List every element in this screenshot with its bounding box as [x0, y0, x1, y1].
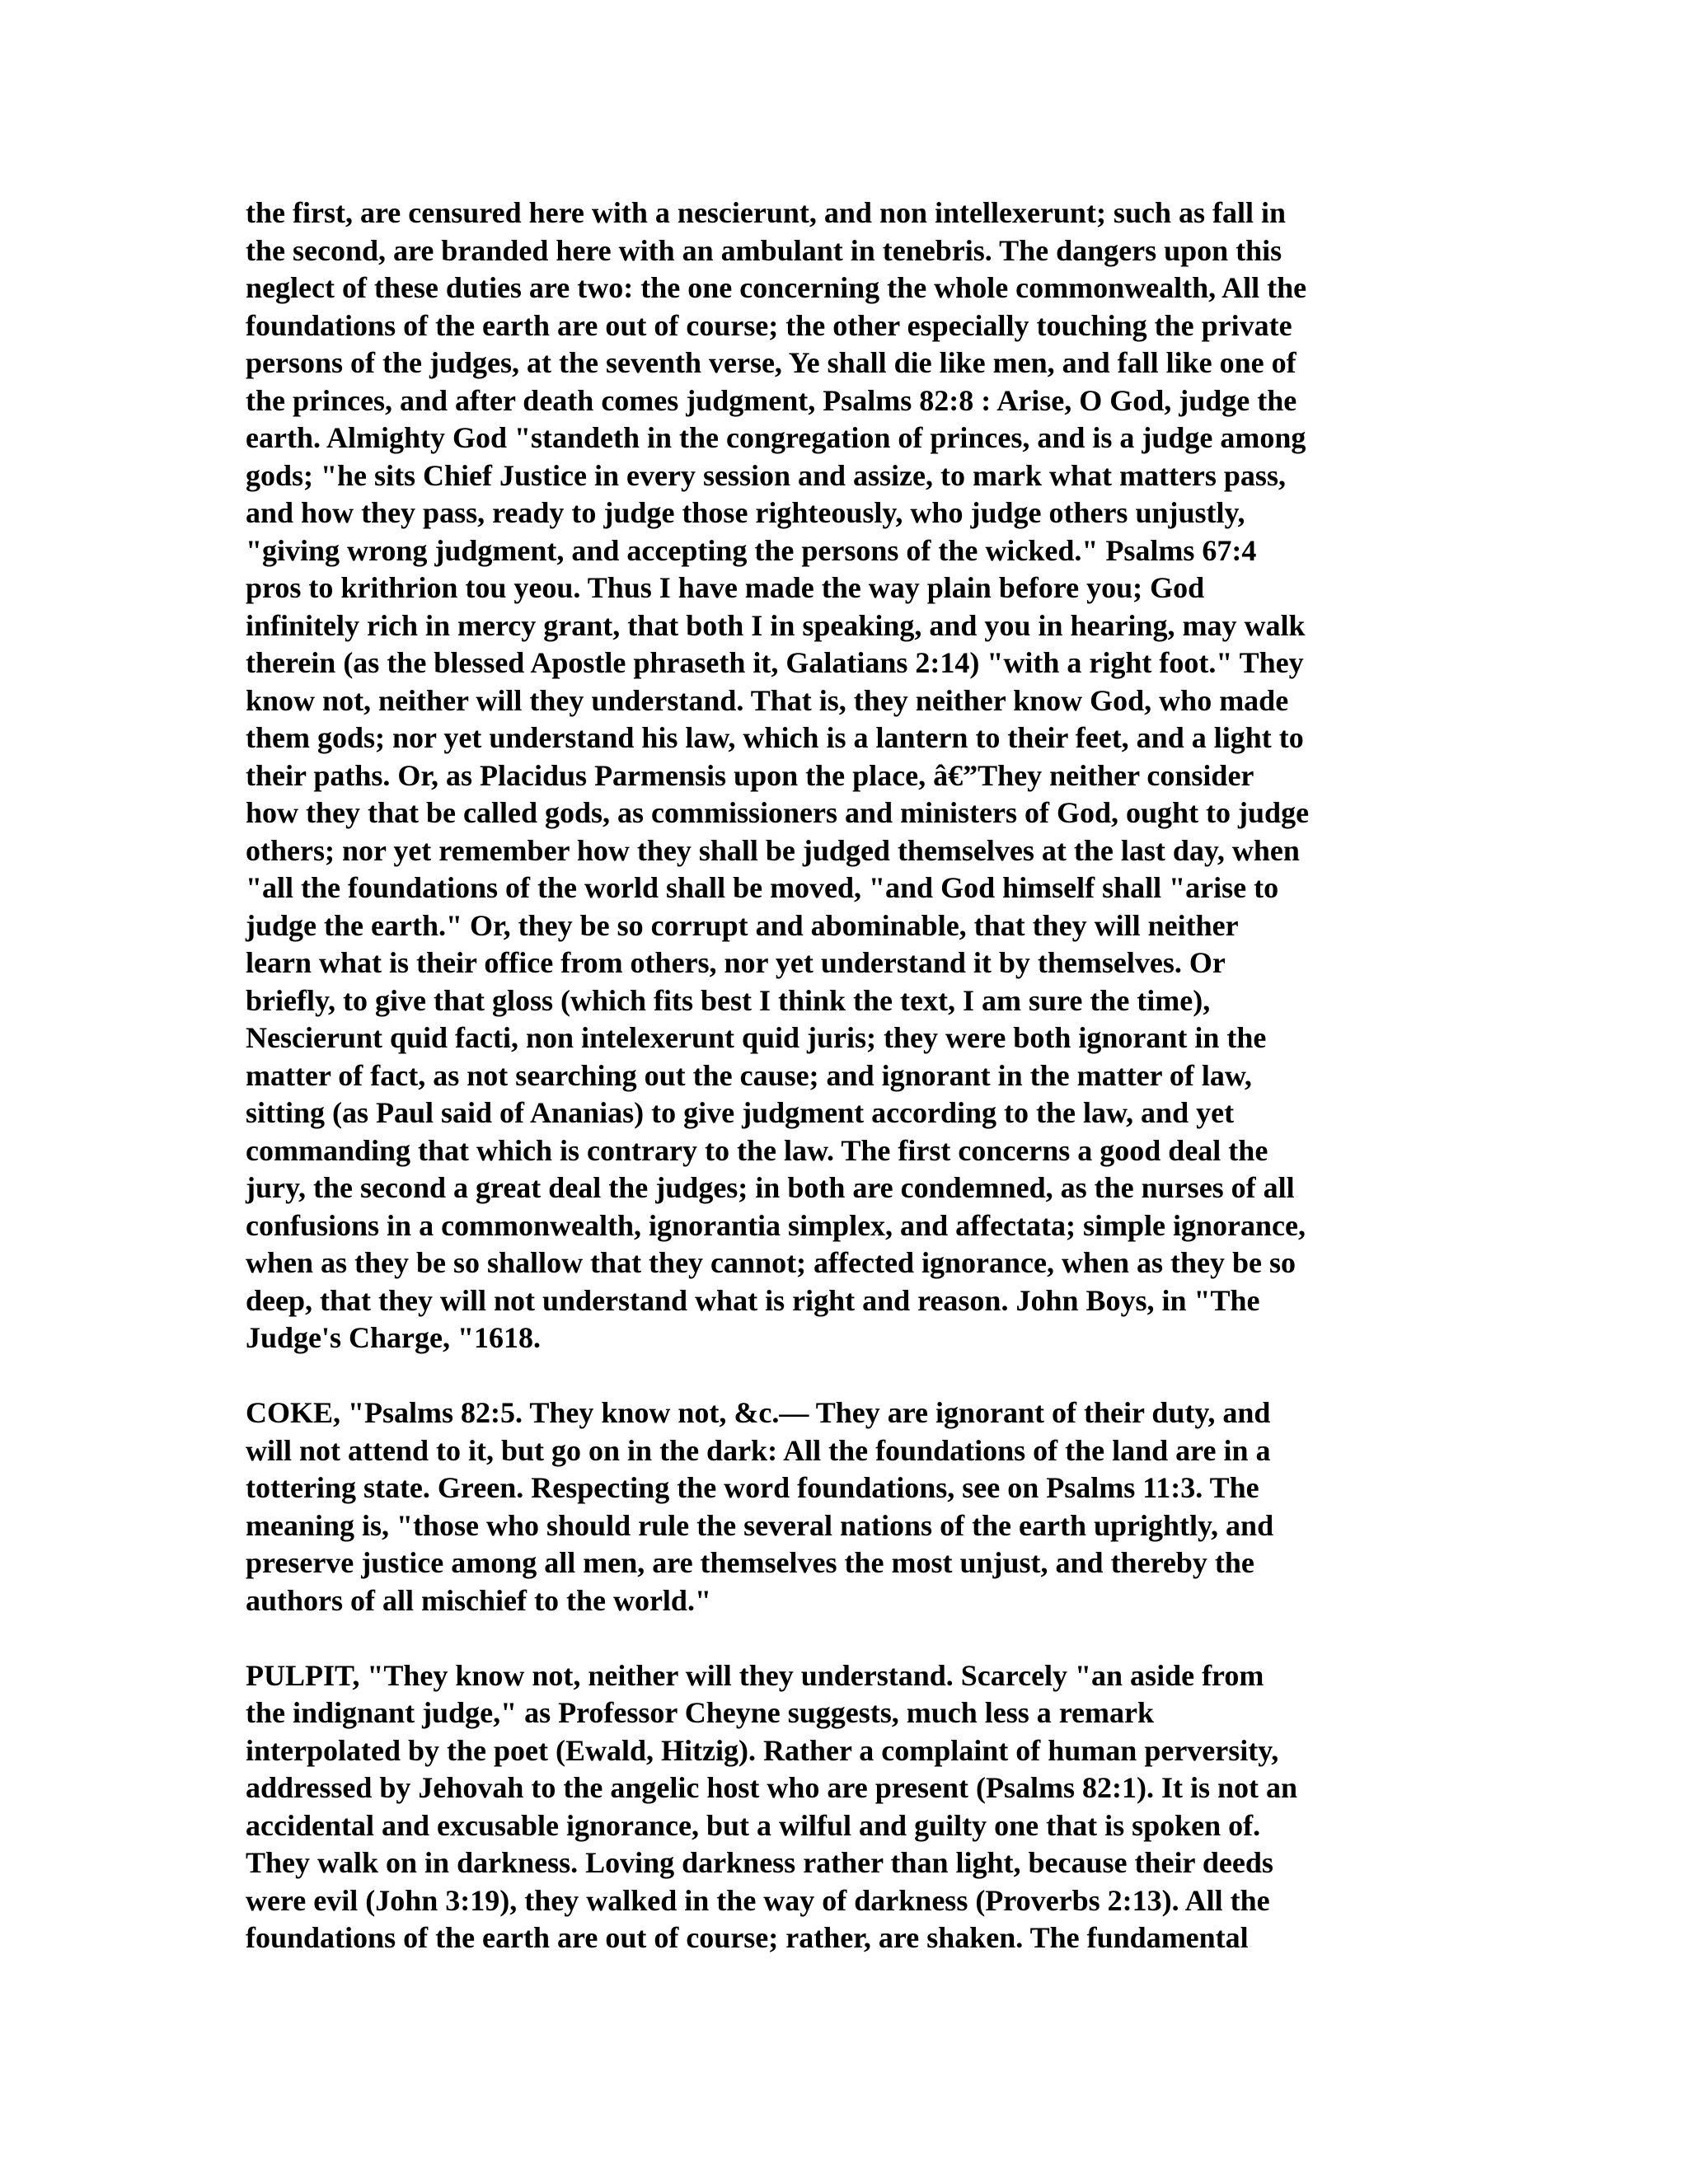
text-line: authors of all mischief to the world.": [246, 1583, 711, 1617]
text-line: gods; "he sits Chief Justice in every session and assize, to mark what matters pass,: [246, 458, 1286, 492]
text-line: judge the earth." Or, they be so corrupt and abominable, that they will neither: [246, 908, 1239, 942]
text-line: the indignant judge," as Professor Cheyne suggests, much less a remark: [246, 1696, 1155, 1729]
text-line: addressed by Jehovah to the angelic host who are present (Psalms 82:1). It is not an: [246, 1771, 1298, 1804]
text-line: were evil (John 3:19), they walked in the way of darkness (Proverbs 2:13). All the: [246, 1883, 1270, 1917]
text-line: the first, are censured here with a nescierunt, and non intellexerunt; such as fall in: [246, 196, 1286, 229]
text-line: infinitely rich in mercy grant, that both I in speaking, and you in hearing, may walk: [246, 608, 1306, 642]
text-line: when as they be so shallow that they cannot; affected ignorance, when as they be so: [246, 1246, 1296, 1279]
text-line: deep, that they will not understand what is right and reason. John Boys, in "The: [246, 1283, 1260, 1317]
text-line: Judge's Charge, "1618.: [246, 1321, 541, 1354]
text-line: foundations of the earth are out of course; rather, are shaken. The fundamental: [246, 1921, 1249, 1954]
text-line: preserve justice among all men, are themselves the most unjust, and thereby the: [246, 1546, 1254, 1579]
document-page: [246, 194, 1446, 1994]
text-line: sitting (as Paul said of Ananias) to give judgment according to the law, and yet: [246, 1096, 1235, 1129]
paragraph: [246, 194, 1446, 1357]
text-line: them gods; nor yet understand his law, which is a lantern to their feet, and a light to: [246, 721, 1304, 754]
text-line: matter of fact, as not searching out the cause; and ignorant in the matter of law,: [246, 1058, 1252, 1092]
text-line: interpolated by the poet (Ewald, Hitzig). Rather a complaint of human perversity,: [246, 1733, 1279, 1767]
text-line: and how they pass, ready to judge those righteously, who judge others unjustly,: [246, 496, 1245, 529]
text-line: persons of the judges, at the seventh verse, Ye shall die like men, and fall like one of: [246, 346, 1296, 379]
paragraph: [246, 1657, 1446, 1957]
text-line: COKE, "Psalms 82:5. They know not, &c.— They are ignorant of their duty, and: [246, 1396, 1271, 1429]
text-line: They walk on in darkness. Loving darkness rather than light, because their deeds: [246, 1846, 1273, 1879]
text-line: tottering state. Green. Respecting the word foundations, see on Psalms 11:3. The: [246, 1471, 1259, 1504]
text-line: "all the foundations of the world shall be moved, "and God himself shall "arise to: [246, 871, 1279, 904]
paragraph: [246, 1394, 1446, 1619]
text-line: foundations of the earth are out of course; the other especially touching the private: [246, 308, 1292, 342]
text-line: neglect of these duties are two: the one concerning the whole commonwealth, All the: [246, 271, 1307, 304]
text-line: the princes, and after death comes judgment, Psalms 82:8 : Arise, O God, judge the: [246, 383, 1297, 417]
text-line: will not attend to it, but go on in the dark: All the foundations of the land are in a: [246, 1433, 1271, 1467]
text-line: the second, are branded here with an ambulant in tenebris. The dangers upon this: [246, 233, 1282, 267]
text-line: briefly, to give that gloss (which fits best I think the text, I am sure the time),: [246, 983, 1211, 1017]
text-line: "giving wrong judgment, and accepting the persons of the wicked." Psalms 67:4: [246, 533, 1257, 567]
text-line: commanding that which is contrary to the law. The first concerns a good deal the: [246, 1133, 1268, 1167]
text-line: jury, the second a great deal the judges; in both are condemned, as the nurses of all: [246, 1171, 1295, 1204]
text-line: confusions in a commonwealth, ignorantia simplex, and affectata; simple ignorance,: [246, 1208, 1306, 1242]
text-line: earth. Almighty God "standeth in the congregation of princes, and is a judge among: [246, 421, 1306, 454]
text-line: meaning is, "those who should rule the several nations of the earth uprightly, and: [246, 1508, 1274, 1542]
text-line: therein (as the blessed Apostle phraseth it, Galatians 2:14) "with a right foot." They: [246, 646, 1304, 679]
text-line: Nescierunt quid facti, non intelexerunt quid juris; they were both ignorant in the: [246, 1021, 1267, 1054]
text-line: their paths. Or, as Placidus Parmensis upon the place, â€”They neither consider: [246, 758, 1254, 792]
text-line: how they that be called gods, as commissioners and ministers of God, ought to judge: [246, 796, 1310, 829]
text-line: accidental and excusable ignorance, but a wilful and guilty one that is spoken of.: [246, 1808, 1261, 1842]
text-line: others; nor yet remember how they shall be judged themselves at the last day, when: [246, 833, 1300, 867]
text-line: PULPIT, "They know not, neither will they understand. Scarcely "an aside from: [246, 1658, 1264, 1692]
text-line: pros to krithrion tou yeou. Thus I have made the way plain before you; God: [246, 571, 1205, 604]
text-line: know not, neither will they understand. That is, they neither know God, who made: [246, 683, 1289, 717]
text-line: learn what is their office from others, nor yet understand it by themselves. Or: [246, 946, 1226, 979]
